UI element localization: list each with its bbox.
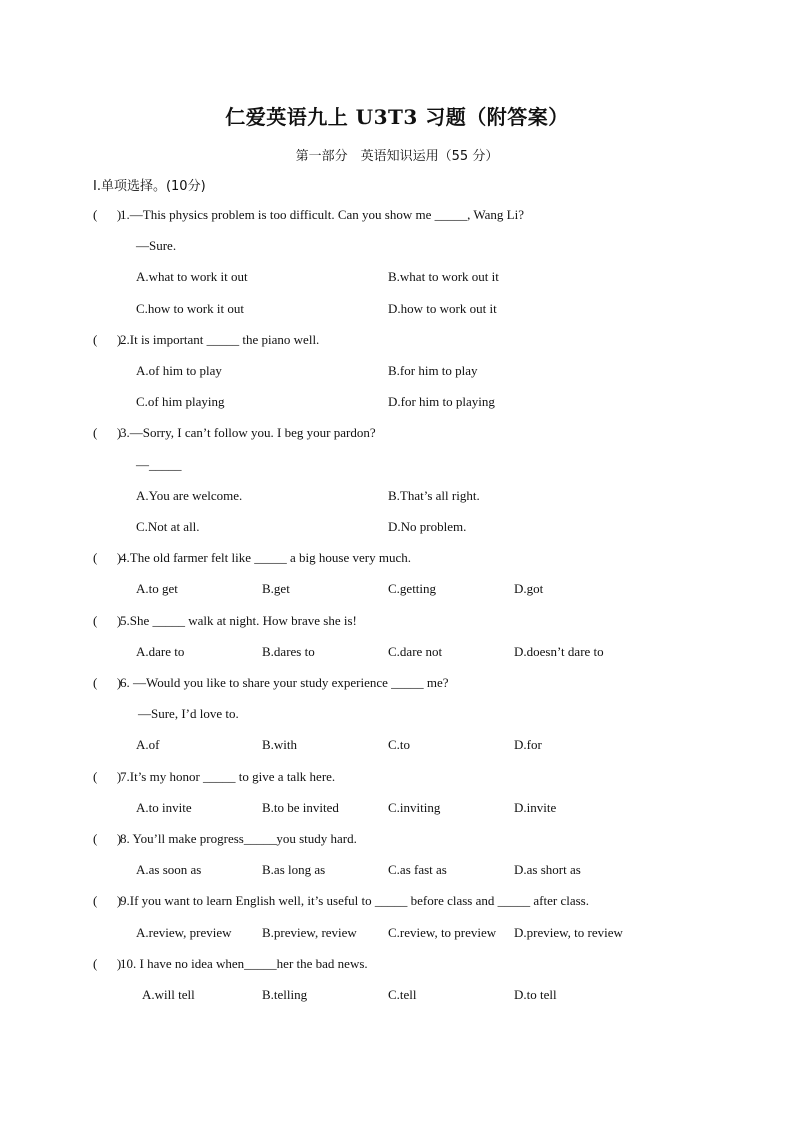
answer-blank: ( ) [93,956,122,971]
option-a: A.dare to [136,644,185,659]
option-d: D.for him to playing [388,394,495,409]
option-d: D.doesn’t dare to [514,644,604,659]
question-text: 1.—This physics problem is too difficult. Can you show me _____, Wang Li? [120,207,524,222]
answer-blank: ( ) [93,332,122,347]
option-c: C.how to work it out [136,301,244,316]
option-b: B.with [262,737,298,752]
question-text: 9.If you want to learn English well, it’s useful to _____ before class and _____ after class. [120,893,589,908]
option-a: A.of [136,737,160,752]
option-a: A.will tell [142,987,195,1002]
option-d: D.for [514,737,542,752]
option-b: B.get [262,581,290,596]
option-a: A.review, preview [136,925,232,940]
answer-blank: ( ) [93,769,122,784]
option-d: D.how to work out it [388,301,497,316]
question-extra: —_____ [136,457,182,472]
answer-blank: ( ) [93,613,122,628]
question-text: 8. You’ll make progress_____you study hard. [120,831,357,846]
question-text: 5.She _____ walk at night. How brave she is! [120,613,357,628]
option-c: C.tell [388,987,417,1002]
section-heading: Ⅰ.单项选择。(10分) [93,179,206,194]
answer-blank: ( ) [93,831,122,846]
option-a: A.of him to play [136,363,222,378]
option-c: C.as fast as [388,862,447,877]
option-b: B.as long as [262,862,326,877]
option-b: B.to be invited [262,800,339,815]
question-text: 10. I have no idea when_____her the bad news. [120,956,368,971]
question-text: 2.It is important _____ the piano well. [120,332,320,347]
question-text: 7.It’s my honor _____ to give a talk here. [120,769,336,784]
question-text: 4.The old farmer felt like _____ a big house very much. [120,550,411,565]
answer-blank: ( ) [93,675,122,690]
option-d: D.as short as [514,862,581,877]
option-d: D.invite [514,800,557,815]
option-c: C.of him playing [136,394,225,409]
question-extra: —Sure. [136,238,177,253]
option-d: D.No problem. [388,519,467,534]
answer-blank: ( ) [93,207,122,222]
option-b: B.for him to play [388,363,478,378]
option-c: C.review, to preview [388,925,497,940]
question-extra: —Sure, I’d love to. [138,706,239,721]
option-a: A.what to work it out [136,269,248,284]
option-b: B.dares to [262,644,315,659]
page-title: 仁爱英语九上 U3T3 习题（附答案） [225,105,569,129]
option-d: D.got [514,581,544,596]
option-d: D.preview, to review [514,925,623,940]
option-b: B.That’s all right. [388,488,480,503]
question-text: 3.—Sorry, I can’t follow you. I beg your pardon? [120,425,376,440]
question-text: 6. —Would you like to share your study experience _____ me? [120,675,449,690]
option-a: A.to invite [136,800,192,815]
option-c: C.getting [388,581,437,596]
option-b: B.telling [262,987,308,1002]
option-a: A.to get [136,581,178,596]
page-subtitle: 第一部分 英语知识运用（55 分） [295,149,499,164]
answer-blank: ( ) [93,893,122,908]
option-c: C.to [388,737,411,752]
option-c: C.dare not [388,644,443,659]
option-b: B.preview, review [262,925,357,940]
option-c: C.inviting [388,800,441,815]
option-d: D.to tell [514,987,557,1002]
option-c: C.Not at all. [136,519,200,534]
option-a: A.You are welcome. [136,488,243,503]
answer-blank: ( ) [93,425,122,440]
option-a: A.as soon as [136,862,202,877]
option-b: B.what to work out it [388,269,499,284]
answer-blank: ( ) [93,550,122,565]
